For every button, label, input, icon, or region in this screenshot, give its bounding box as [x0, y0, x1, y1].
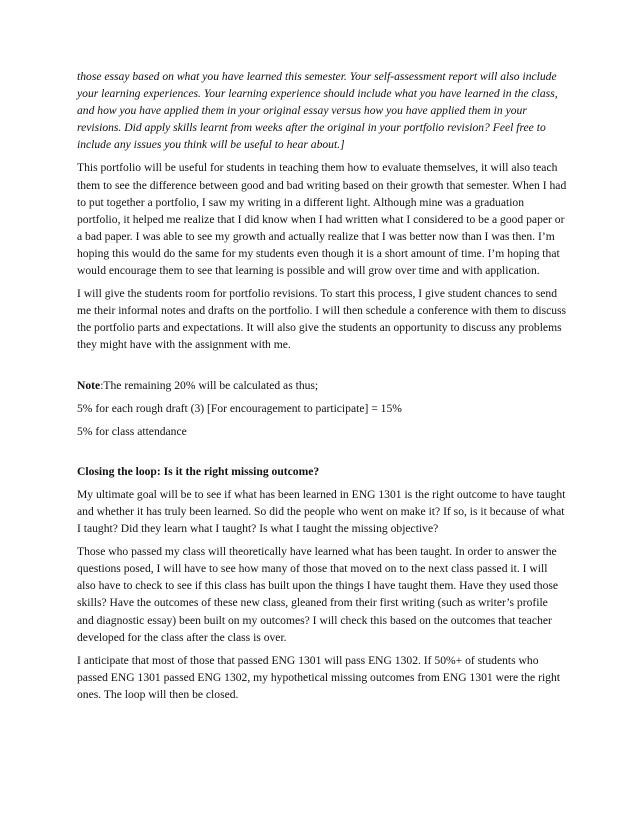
goal-paragraph: My ultimate goal will be to see if what has been learned in ENG 1301 is the right outcome to have taught and whether it has truly been learned. So did the people who went on make it? If so, is it because of what I taught? Did they learn what I taught? Is what I taught the missing objective?: [77, 487, 566, 536]
spacer: [77, 360, 567, 377]
revisions-paragraph: I will give the students room for portfolio revisions. To start this process, I give student chances to send me their informal notes and drafts on the portfolio. I will then schedule a conference with them to discuss the portfolio parts and expectations. It will also give the students an opportunity to discuss any problems they might have with the assignment with me.: [77, 287, 567, 352]
closing-loop-heading: Closing the loop: Is it the right missing outcome?: [77, 464, 320, 478]
spacer: [77, 446, 567, 463]
note-label: Note: [77, 378, 101, 392]
portfolio-paragraph: This portfolio will be useful for students in teaching them how to evaluate themselves, it will also teach them to see the difference between good and bad writing based on their growth that semester. When I had to put together a portfolio, I saw my writing in a different light. Although mine was a graduation portfolio, it helped me realize that I did know when I had written what I considered to be a good paper or a bad paper. I was able to see my growth and actually realize that I was better now than I was then. I’m hoping this would do the same for my students even though it is a short amount of time. I’m hoping that would encourage them to see that learning is possible and will grow over time and with application.: [77, 161, 567, 278]
note-text: :The remaining 20% will be calculated as thus;: [100, 378, 319, 392]
document-body: [77, 68, 567, 709]
intro-italic-paragraph: those essay based on what you have learned this semester. Your self-assessment report will also include your learning experiences. Your learning experience should include what you have learned in the class, and how you have applied them in your original essay versus how you have applied them in your revisions. Did apply skills learnt from weeks after the original in your portfolio revision? Feel free to include any issues you think will be useful to hear about.]: [77, 70, 558, 152]
anticipate-paragraph: I anticipate that most of those that passed ENG 1301 will pass ENG 1302. If 50%+ of students who passed ENG 1301 passed ENG 1302, my hypothetical missing outcomes from ENG 1301 were the right ones. The loop will then be closed.: [77, 653, 560, 701]
attendance-line: 5% for class attendance: [77, 424, 187, 438]
passed-paragraph: Those who passed my class will theoretically have learned what has been taught. In order to answer the questions posed, I will have to see how many of those that moved on to the next class passed it. I will also have to check to see if this class has built upon the things I have taught them. Have they used those skills? Have the outcomes of these new class, gleaned from their first writing (such as writer’s profile and diagnostic essay) been built on my outcomes? I will check this based on the outcomes that teacher developed for the class after the class is over.: [77, 545, 559, 644]
note-line: [77, 377, 567, 394]
rough-draft-line: 5% for each rough draft (3) [For encouragement to participate] = 15%: [77, 401, 402, 415]
